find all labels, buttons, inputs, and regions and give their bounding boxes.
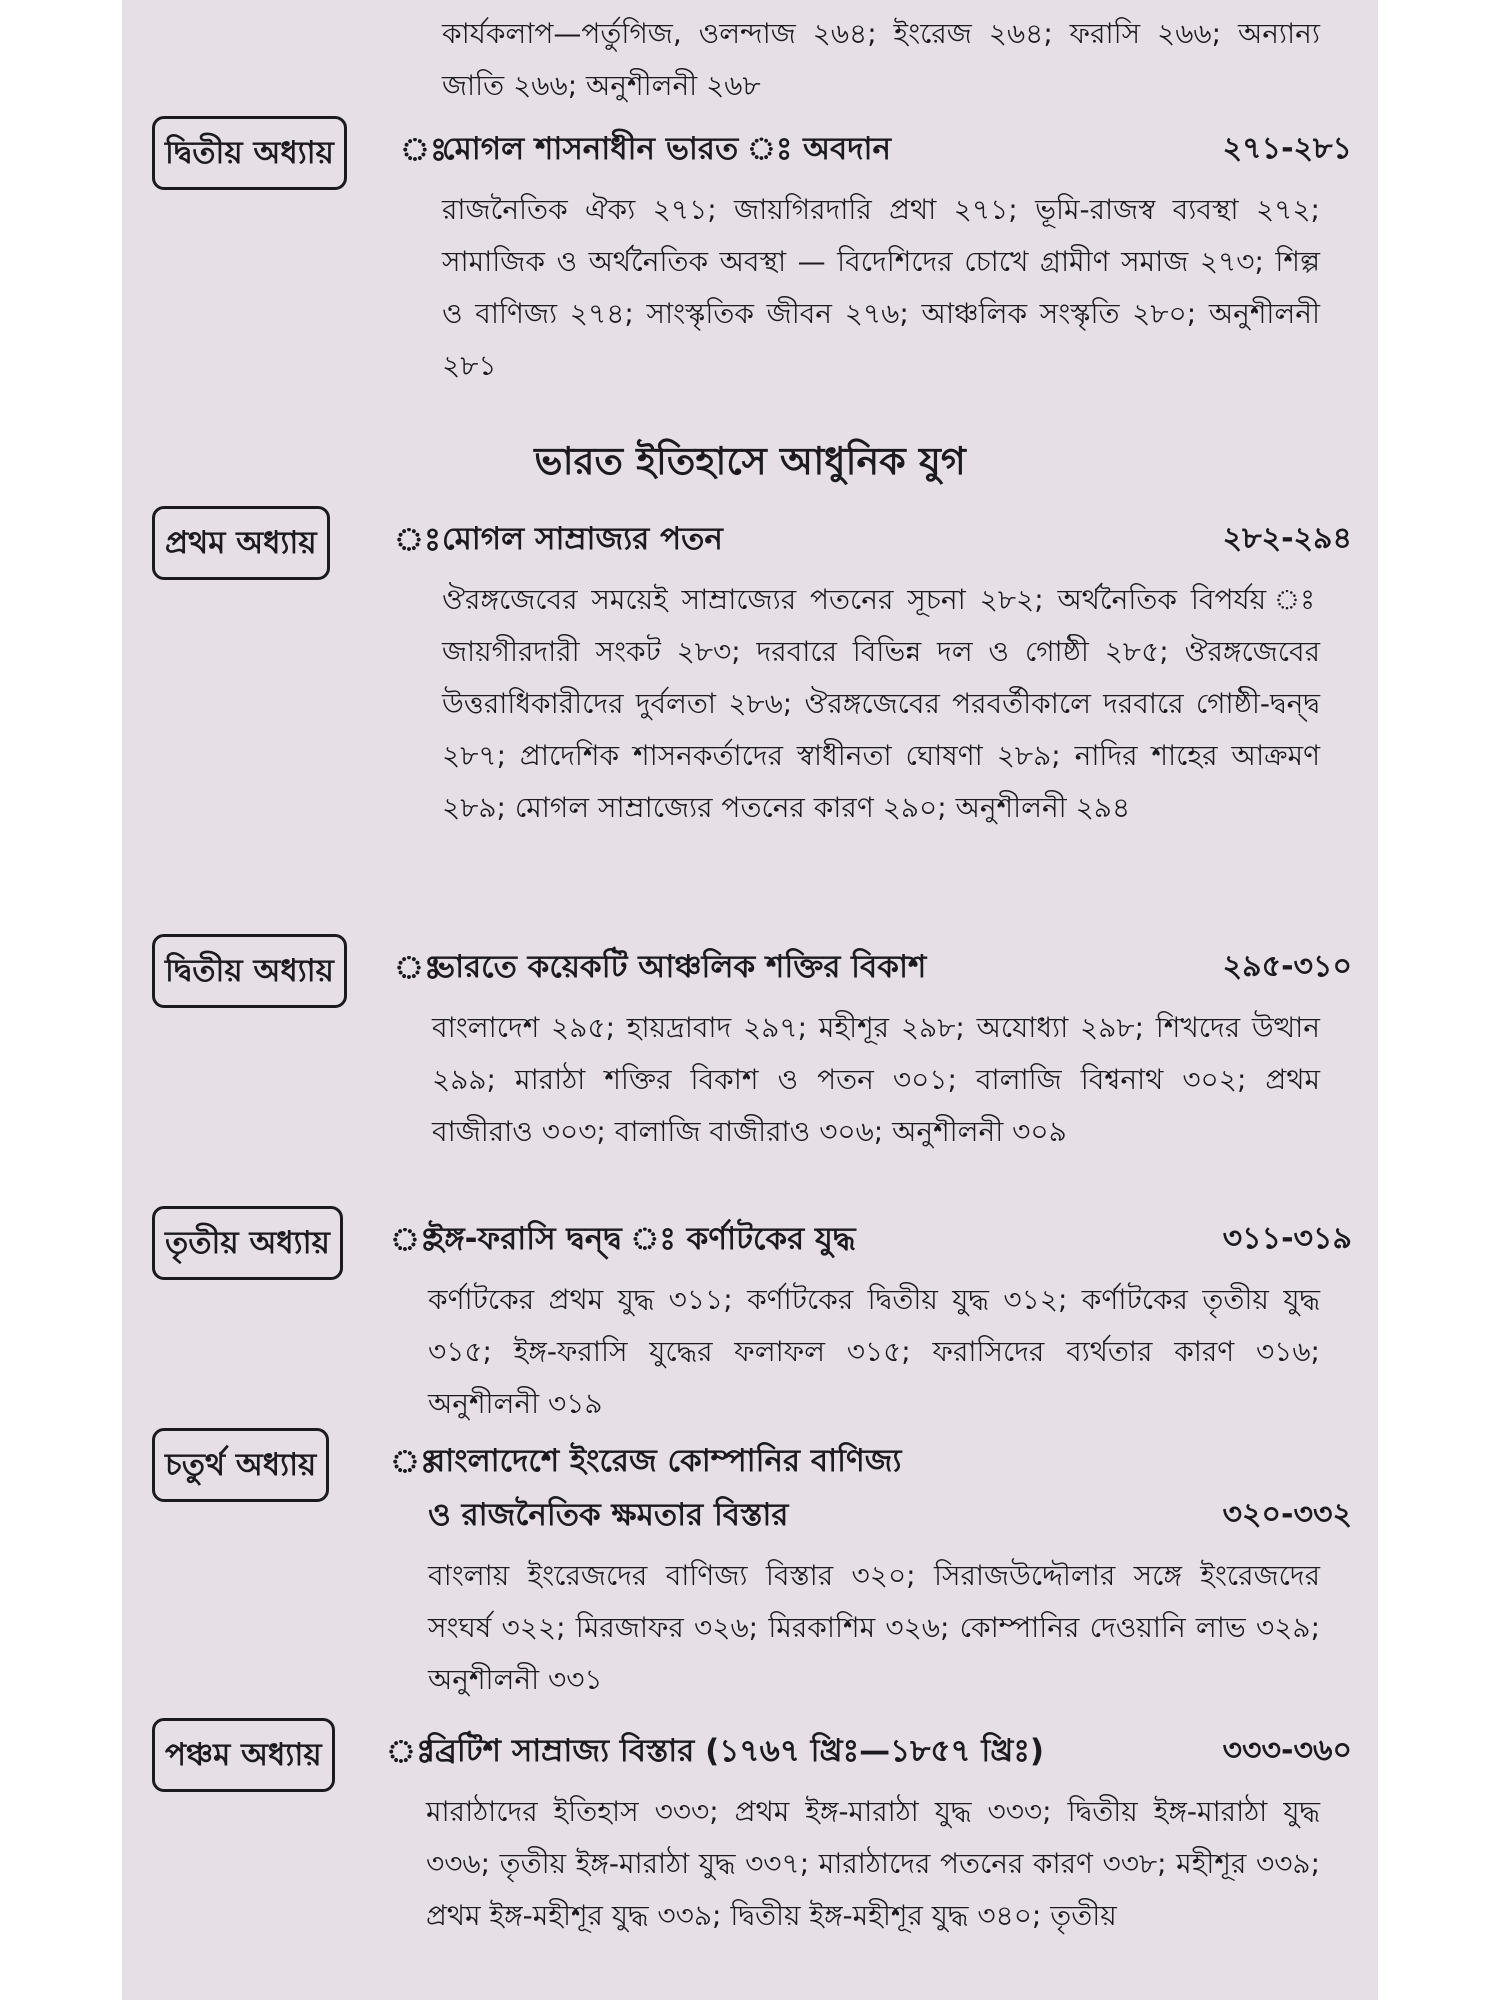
separator: ঃ	[394, 520, 442, 558]
chapter-contents: বাংলাদেশ ২৯৫; হায়দ্রাবাদ ২৯৭; মহীশূর ২৯৮; অযোধ্যা ২৯৮; শিখদের উত্থান ২৯৯; মারাঠা শক্তির বিকাশ ও পতন ৩০১; বালাজি বিশ্বনাথ ৩০২; প্রথম বাজীরাও ৩০৩; বালাজি বাজীরাও ৩০৬; অনুশীলনী ৩০৯	[432, 1011, 1320, 1148]
page-range: ২৮২-২৯৪	[1222, 521, 1352, 556]
separator: ঃ	[394, 948, 442, 986]
chapter-label: প্রথম অধ্যায়	[152, 506, 330, 580]
separator: ঃ	[390, 1220, 438, 1258]
chapter-label: দ্বিতীয় অধ্যায়	[152, 116, 347, 190]
chapter-title-line2: ও রাজনৈতিক ক্ষমতার বিস্তার	[428, 1497, 789, 1533]
separator: ঃ	[386, 1732, 434, 1770]
section-heading: ভারত ইতিহাসে আধুনিক যুগ	[534, 439, 966, 483]
separator: ঃ	[390, 1442, 438, 1480]
chapter-contents: রাজনৈতিক ঐক্য ২৭১; জায়গিরদারি প্রথা ২৭১; ভূমি-রাজস্ব ব্যবস্থা ২৭২; সামাজিক ও অর্থনৈতিক অবস্থা — বিদেশিদের চোখে গ্রামীণ সমাজ ২৭৩; শিল্প ও বাণিজ্য ২৭৪; সাংস্কৃতিক জীবন ২৭৬; আঞ্চলিক সংস্কৃতি ২৮০; অনুশীলনী ২৮১	[442, 193, 1320, 382]
chapter-contents: কর্ণাটকের প্রথম যুদ্ধ ৩১১; কর্ণাটকের দ্বিতীয় যুদ্ধ ৩১২; কর্ণাটকের তৃতীয় যুদ্ধ ৩১৫; ইঙ্গ-ফরাসি যুদ্ধের ফলাফল ৩১৫; ফরাসিদের ব্যর্থতার কারণ ৩১৬; অনুশীলনী ৩১৯	[428, 1283, 1320, 1420]
page-range: ৩২০-৩৩২	[1222, 1497, 1352, 1532]
chapter-label: তৃতীয় অধ্যায়	[152, 1206, 343, 1280]
page-range: ৩৩৩-৩৬০	[1222, 1733, 1352, 1768]
chapter-title: ব্রিটিশ সাম্রাজ্য বিস্তার (১৭৬৭ খ্রিঃ—১৮৫৭ খ্রিঃ)	[426, 1733, 1045, 1769]
chapter-contents: মারাঠাদের ইতিহাস ৩৩৩; প্রথম ইঙ্গ-মারাঠা যুদ্ধ ৩৩৩; দ্বিতীয় ইঙ্গ-মারাঠা যুদ্ধ ৩৩৬; তৃতীয় ইঙ্গ-মারাঠা যুদ্ধ ৩৩৭; মারাঠাদের পতনের কারণ ৩৩৮; মহীশূর ৩৩৯; প্রথম ইঙ্গ-মহীশূর যুদ্ধ ৩৩৯; দ্বিতীয় ইঙ্গ-মহীশূর যুদ্ধ ৩৪০; তৃতীয়	[426, 1795, 1320, 1932]
separator: ঃ	[400, 130, 448, 168]
page-range: ৩১১-৩১৯	[1222, 1221, 1352, 1256]
chapter-title: ইঙ্গ-ফরাসি দ্বন্দ্ব ঃ কর্ণাটকের যুদ্ধ	[428, 1221, 856, 1257]
chapter-label: দ্বিতীয় অধ্যায়	[152, 934, 347, 1008]
chapter-title: মোগল শাসনাধীন ভারত ঃ অবদান	[442, 131, 892, 167]
chapter-contents: ঔরঙ্গজেবের সময়েই সাম্রাজ্যের পতনের সূচনা ২৮২; অর্থনৈতিক বিপর্যয় ঃ জায়গীরদারী সংকট ২৮৩; দরবারে বিভিন্ন দল ও গোষ্ঠী ২৮৫; ঔরঙ্গজেবের উত্তরাধিকারীদের দুর্বলতা ২৮৬; ঔরঙ্গজেবের পরবর্তীকালে দরবারে গোষ্ঠী-দ্বন্দ্ব ২৮৭; প্রাদেশিক শাসনকর্তাদের স্বাধীনতা ঘোষণা ২৮৯; নাদির শাহের আক্রমণ ২৮৯; মোগল সাম্রাজ্যের পতনের কারণ ২৯০; অনুশীলনী ২৯৪	[442, 583, 1320, 824]
chapter-label: চতুর্থ অধ্যায়	[152, 1428, 329, 1502]
chapter-title: বাংলাদেশে ইংরেজ কোম্পানির বাণিজ্য	[428, 1443, 902, 1479]
continuation-text: কার্যকলাপ—পর্তুগিজ, ওলন্দাজ ২৬৪; ইংরেজ ২৬৪; ফরাসি ২৬৬; অন্যান্য জাতি ২৬৬; অনুশীলনী ২৬৮	[442, 17, 1320, 102]
chapter-contents: বাংলায় ইংরেজদের বাণিজ্য বিস্তার ৩২০; সিরাজউদ্দৌলার সঙ্গে ইংরেজদের সংঘর্ষ ৩২২; মিরজাফর ৩২৬; মিরকাশিম ৩২৬; কোম্পানির দেওয়ানি লাভ ৩২৯; অনুশীলনী ৩৩১	[428, 1559, 1320, 1696]
scanned-book-page	[122, 0, 1378, 2000]
page-range: ২৭১-২৮১	[1222, 131, 1352, 166]
chapter-title: ভারতে কয়েকটি আঞ্চলিক শক্তির বিকাশ	[432, 949, 927, 985]
chapter-title: মোগল সাম্রাজ্যর পতন	[442, 521, 723, 557]
chapter-label: পঞ্চম অধ্যায়	[152, 1718, 335, 1792]
page-range: ২৯৫-৩১০	[1222, 949, 1352, 984]
